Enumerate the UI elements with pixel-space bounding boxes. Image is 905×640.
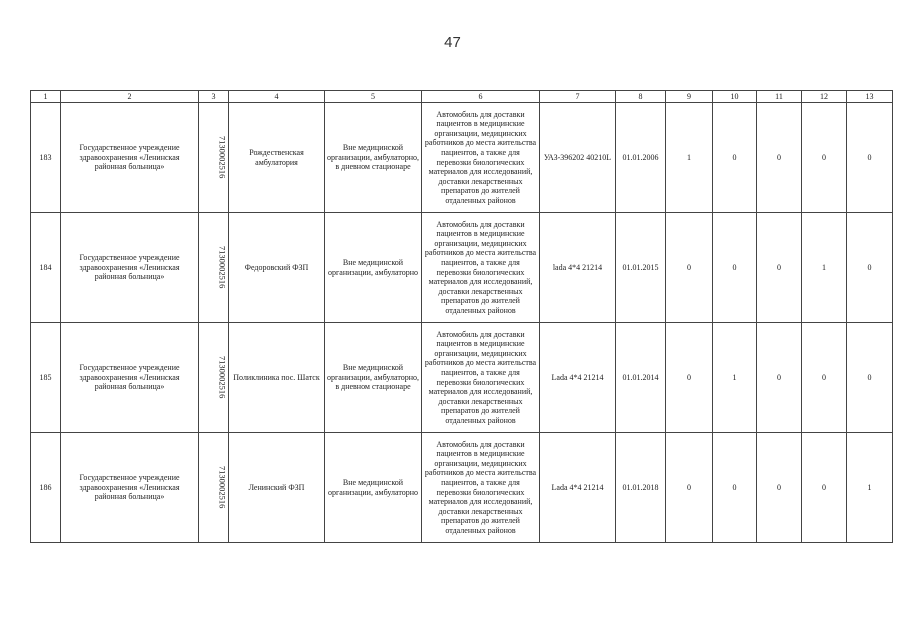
header-cell: 13: [847, 91, 893, 103]
purpose-cell: Автомобиль для доставки пациентов в медицинские организации, медицинских работников до места жительства пациентов, а также для перевозки биологических материалов для исследований, доставки лекарственных препаратов до жителей отдаленных районов: [422, 433, 540, 543]
header-cell: 9: [666, 91, 713, 103]
row-number: 184: [31, 213, 61, 323]
inn-cell: [199, 433, 229, 543]
header-cell: 12: [802, 91, 847, 103]
value-cell: 0: [713, 213, 757, 323]
row-number: 186: [31, 433, 61, 543]
header-cell: 4: [229, 91, 325, 103]
value-cell: 0: [802, 103, 847, 213]
care-form-cell: Вне медицинской организации, амбулаторно, в дневном стационаре: [325, 323, 422, 433]
unit-cell: Федоровский ФЗП: [229, 213, 325, 323]
header-row: [31, 91, 893, 103]
page-number: 47: [444, 34, 461, 51]
unit-cell: Рождественская амбулатория: [229, 103, 325, 213]
header-cell: 10: [713, 91, 757, 103]
organization-cell: Государственное учреждение здравоохранения «Ленинская районная больница»: [61, 103, 199, 213]
value-cell: 0: [713, 433, 757, 543]
organization-cell: Государственное учреждение здравоохранения «Ленинская районная больница»: [61, 213, 199, 323]
table-row: [31, 433, 893, 543]
header-cell: 8: [616, 91, 666, 103]
value-cell: 0: [802, 323, 847, 433]
date-cell: 01.01.2018: [616, 433, 666, 543]
care-form-cell: Вне медицинской организации, амбулаторно, в дневном стационаре: [325, 103, 422, 213]
vehicle-model-cell: УАЗ-396202 40210L: [540, 103, 616, 213]
table-row: [31, 103, 893, 213]
table-row: [31, 323, 893, 433]
value-cell: 1: [847, 433, 893, 543]
value-cell: 0: [666, 323, 713, 433]
header-cell: 6: [422, 91, 540, 103]
value-cell: 0: [802, 433, 847, 543]
row-number: 183: [31, 103, 61, 213]
vehicle-model-cell: lada 4*4 21214: [540, 213, 616, 323]
value-cell: 1: [802, 213, 847, 323]
date-cell: 01.01.2014: [616, 323, 666, 433]
organization-cell: Государственное учреждение здравоохранения «Ленинская районная больница»: [61, 433, 199, 543]
date-cell: 01.01.2015: [616, 213, 666, 323]
purpose-cell: Автомобиль для доставки пациентов в медицинские организации, медицинских работников до места жительства пациентов, а также для перевозки биологических материалов для исследований, доставки лекарственных препаратов до жителей отдаленных районов: [422, 323, 540, 433]
vehicle-model-cell: Lada 4*4 21214: [540, 323, 616, 433]
purpose-cell: Автомобиль для доставки пациентов в медицинские организации, медицинских работников до места жительства пациентов, а также для перевозки биологических материалов для исследований, доставки лекарственных препаратов до жителей отдаленных районов: [422, 103, 540, 213]
value-cell: 0: [847, 323, 893, 433]
value-cell: 1: [666, 103, 713, 213]
header-cell: 7: [540, 91, 616, 103]
unit-cell: Ленинский ФЗП: [229, 433, 325, 543]
care-form-cell: Вне медицинской организации, амбулаторно: [325, 213, 422, 323]
inn-cell: [199, 213, 229, 323]
vehicle-table: [30, 90, 893, 543]
organization-cell: Государственное учреждение здравоохранения «Ленинская районная больница»: [61, 323, 199, 433]
header-cell: 11: [757, 91, 802, 103]
table-row: [31, 213, 893, 323]
value-cell: 1: [713, 323, 757, 433]
value-cell: 0: [757, 323, 802, 433]
inn-text: 7130002516: [217, 246, 228, 289]
vehicle-model-cell: Lada 4*4 21214: [540, 433, 616, 543]
row-number: 185: [31, 323, 61, 433]
header-cell: 1: [31, 91, 61, 103]
header-cell: 2: [61, 91, 199, 103]
date-cell: 01.01.2006: [616, 103, 666, 213]
header-cell: 5: [325, 91, 422, 103]
unit-cell: Поликлиника пос. Шатск: [229, 323, 325, 433]
care-form-cell: Вне медицинской организации, амбулаторно: [325, 433, 422, 543]
value-cell: 0: [666, 213, 713, 323]
inn-text: 7130002516: [217, 136, 228, 179]
inn-cell: [199, 103, 229, 213]
value-cell: 0: [757, 103, 802, 213]
inn-text: 7130002516: [217, 356, 228, 399]
value-cell: 0: [847, 213, 893, 323]
purpose-cell: Автомобиль для доставки пациентов в медицинские организации, медицинских работников до места жительства пациентов, а также для перевозки биологических материалов для исследований, доставки лекарственных препаратов до жителей отдаленных районов: [422, 213, 540, 323]
value-cell: 0: [757, 433, 802, 543]
value-cell: 0: [757, 213, 802, 323]
value-cell: 0: [713, 103, 757, 213]
inn-text: 7130002516: [217, 466, 228, 509]
value-cell: 0: [847, 103, 893, 213]
value-cell: 0: [666, 433, 713, 543]
header-cell: 3: [199, 91, 229, 103]
inn-cell: [199, 323, 229, 433]
